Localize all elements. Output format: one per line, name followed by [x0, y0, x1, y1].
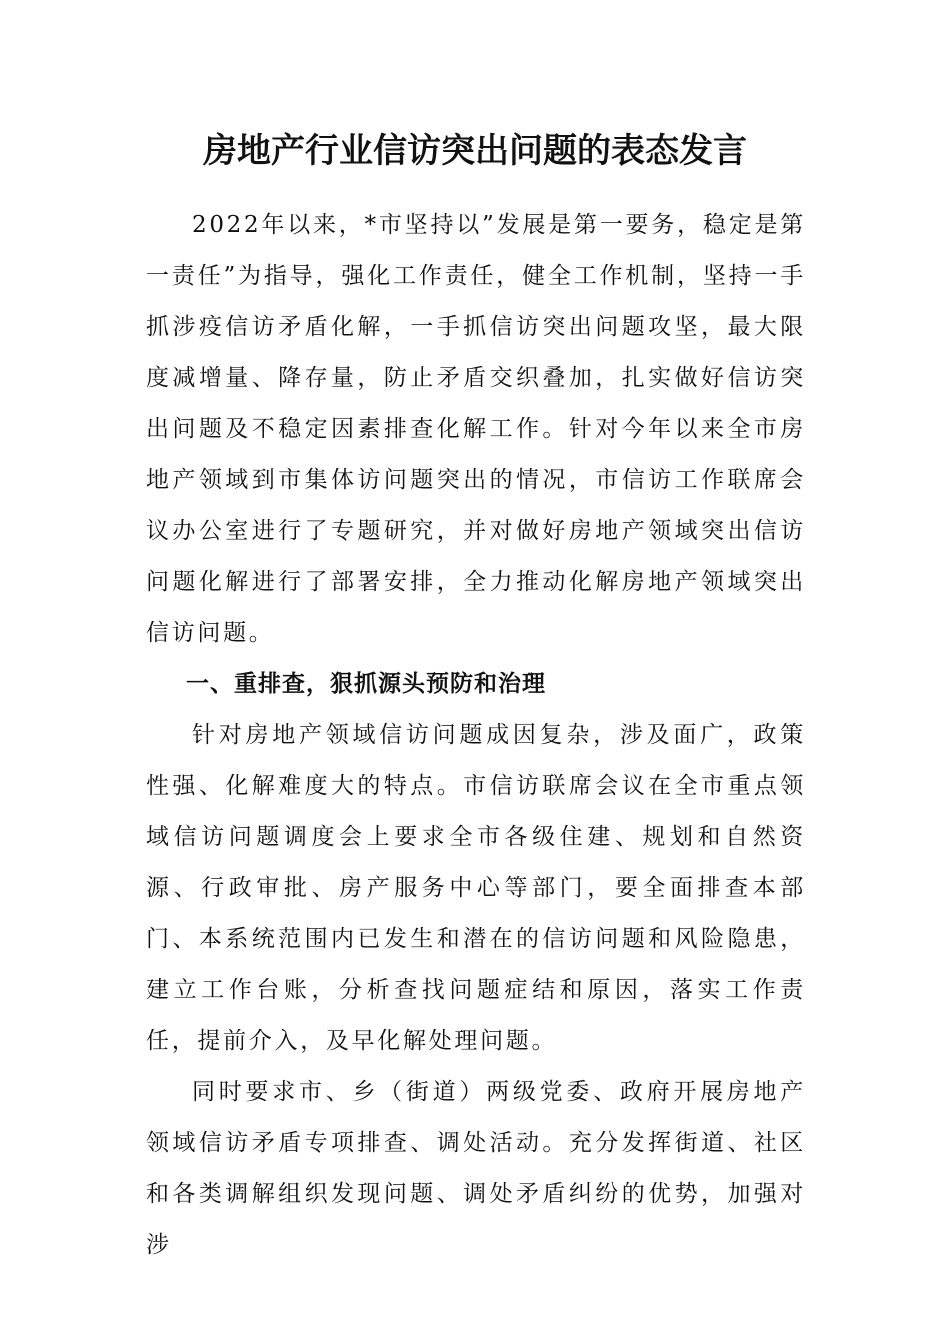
document-title: 房地产行业信访突出问题的表态发言	[203, 131, 747, 171]
section-1-heading: 一、重排查，狠抓源头预防和治理	[186, 671, 546, 697]
intro-paragraph: 2022年以来，*市坚持以”发展是第一要务，稳定是第一责任”为指导，强化工作责任，健全工作机制，坚持一手抓涉疫信访矛盾化解，一手抓信访突出问题攻坚，最大限度减增量、降存量，防止矛盾交织叠加，扎实做好信访突出问题及不稳定因素排查化解工作。针对今年以来全市房地产领域到市集体访问题突出的情况，市信访工作联席会议办公室进行了专题研究，并对做好房地产领域突出信访问题化解进行了部署安排，全力推动化解房地产领域突出信访问题。	[146, 212, 806, 646]
section-1-paragraph-1: 针对房地产领域信访问题成因复杂，涉及面广，政策性强、化解难度大的特点。市信访联席会议在全市重点领域信访问题调度会上要求全市各级住建、规划和自然资源、行政审批、房产服务中心等部门，要全面排查本部门、本系统范围内已发生和潜在的信访问题和风险隐患，建立工作台账，分析查找问题症结和原因，落实工作责任，提前介入，及早化解处理问题。	[146, 722, 806, 1054]
document-body	[146, 200, 806, 1271]
section-1-paragraph-2: 同时要求市、乡（街道）两级党委、政府开展房地产领域信访矛盾专项排查、调处活动。充分发挥街道、社区和各类调解组织发现问题、调处矛盾纠纷的优势，加强对涉	[146, 1079, 806, 1258]
